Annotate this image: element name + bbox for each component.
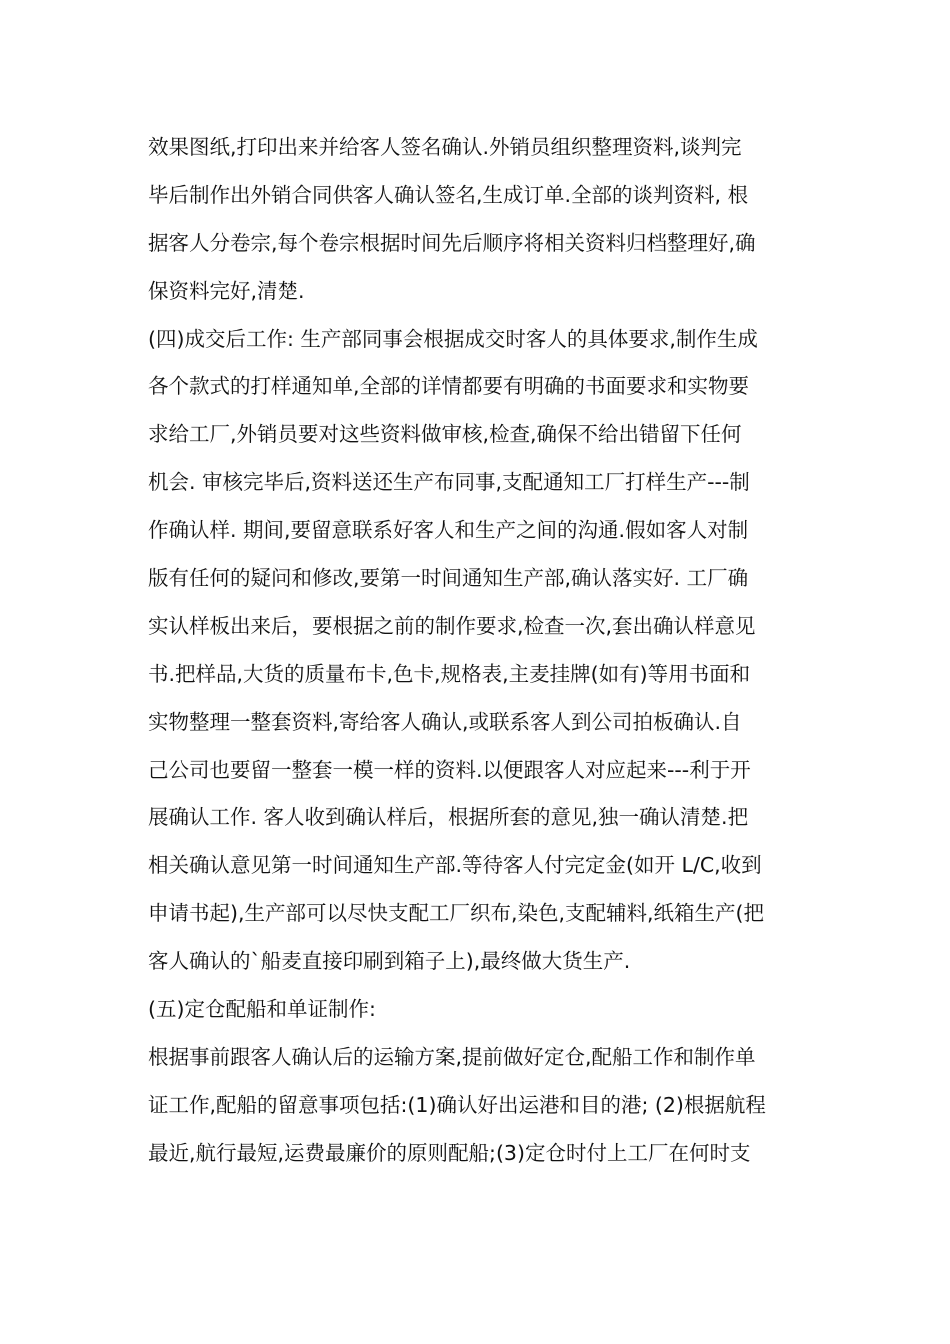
text-line: 据客人分卷宗,每个卷宗根据时间先后顺序将相关资料归档整理好,确 [148, 230, 756, 255]
text-line: 根据事前跟客人确认后的运输方案,提前做好定仓,配船工作和制作单 [148, 1044, 756, 1069]
text-line: 实认样板出来后，要根据之前的制作要求,检查一次,套出确认样意见 [148, 613, 756, 638]
text-line: 实物整理一整套资料,寄给客人确认,或联系客人到公司拍板确认.自 [148, 709, 742, 734]
text-line: 作确认样. 期间,要留意联系好客人和生产之间的沟通.假如客人对制 [148, 518, 749, 543]
text-line: 客人确认的`船麦直接印刷到箱子上),最终做大货生产. [148, 949, 631, 974]
text-line: 书.把样品,大货的质量布卡,色卡,规格表,主麦挂牌(如有)等用书面和 [148, 661, 751, 686]
text-line: 展确认工作. 客人收到确认样后，根据所套的意见,独一确认清楚.把 [148, 805, 749, 830]
text-line: 版有任何的疑问和修改,要第一时间通知生产部,确认落实好. 工厂确 [148, 566, 749, 591]
text-line: 申请书起),生产部可以尽快支配工厂织布,染色,支配辅料,纸箱生产(把 [148, 901, 765, 926]
text-line: 最近,航行最短,运费最廉价的原则配船;(3)定仓时付上工厂在何时支 [148, 1140, 751, 1165]
text-line: 机会. 审核完毕后,资料送还生产布同事,支配通知工厂打样生产---制 [148, 470, 750, 495]
text-line: 己公司也要留一整套一模一样的资料.以便跟客人对应起来---利于开 [148, 757, 751, 782]
section-heading-line: (五)定仓配船和单证制作: [148, 997, 376, 1022]
text-line: 相关确认意见第一时间通知生产部.等待客人付完定金(如开 L/C,收到 [148, 853, 762, 878]
body-text [148, 124, 818, 1178]
text-line: 毕后制作出外销合同供客人确认签名,生成订单.全部的谈判资料, 根 [148, 182, 749, 207]
text-line: 各个款式的打样通知单,全部的详情都要有明确的书面要求和实物要 [148, 374, 750, 399]
text-line: 效果图纸,打印出来并给客人签名确认.外销员组织整理资料,谈判完 [148, 135, 742, 159]
text-line: 保资料完好,清楚. [148, 278, 305, 303]
text-line: 求给工厂,外销员要对这些资料做审核,检查,确保不给出错留下任何 [148, 422, 742, 447]
text-line: 证工作,配船的留意事项包括:(1)确认好出运港和目的港; (2)根据航程 [148, 1092, 766, 1117]
section-heading-line: (四)成交后工作: 生产部同事会根据成交时客人的具体要求,制作生成 [148, 326, 758, 351]
